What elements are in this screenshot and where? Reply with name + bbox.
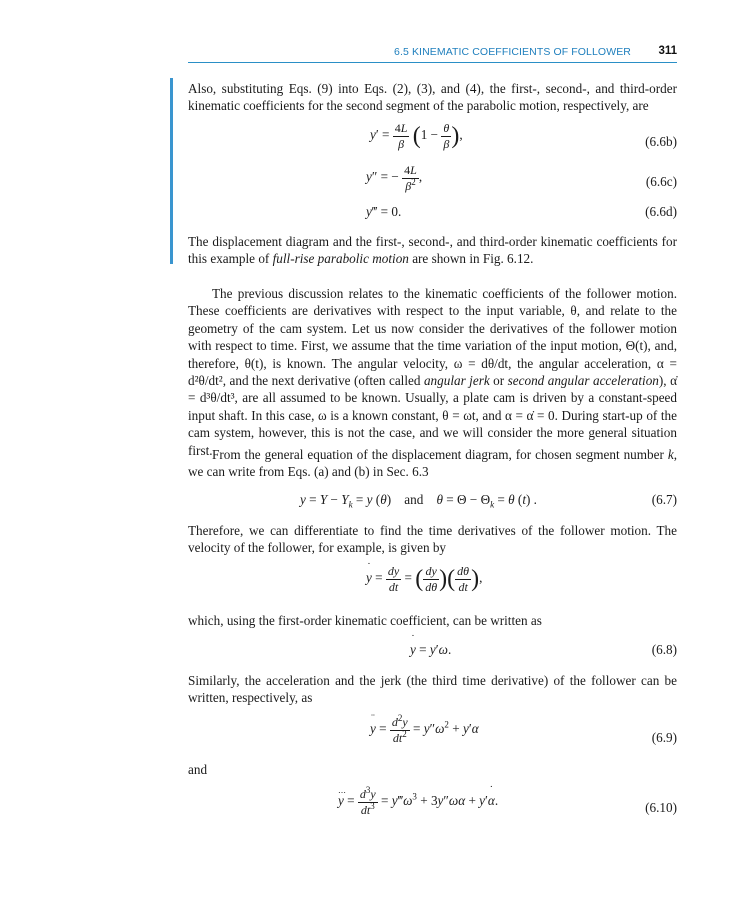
paragraph-2 <box>188 233 677 268</box>
paragraph-6-text: which, using the first-order kinematic coefficient, can be written as <box>188 613 542 628</box>
paragraph-8 <box>188 761 677 778</box>
equation-6-6b-number: (6.6b) <box>645 134 677 149</box>
paragraph-5-text: Therefore, we can differentiate to find the time derivatives of the follower motion. The velocity of the follower, for example, is given by <box>188 523 677 556</box>
paragraph-1 <box>188 80 677 115</box>
equation-6-9 <box>188 713 677 756</box>
equation-6-6d <box>188 204 677 222</box>
paragraph-2-emphasis: full-rise parabolic motion <box>272 251 409 267</box>
paragraph-5 <box>188 522 677 557</box>
paragraph-2-text-a: The displacement diagram and the first-, second-, and third-order kinematic coefficients for this example of <box>188 234 677 267</box>
equation-6-7-number: (6.7) <box>651 492 677 507</box>
paragraph-6 <box>188 612 677 629</box>
paragraph-7 <box>188 672 677 707</box>
paragraph-3-text-b: ), α̇ = d³θ/dt³, are all assumed to be known. Usually, a plate cam is driven by a constant-speed input shaft. In this case, ω is a known constant, θ = ωt, and α = α̇ = 0. During start-up of the cam system, however, this is not the case, and we will consider the more general situation first. <box>188 373 677 458</box>
equation-6-10-body: ⋯ y = $\frac{d^3y}{dt^3}$ = $y‴\omega^3 + 3y''\omega\alpha$ + y′˙ α. <box>338 788 498 816</box>
paragraph-3-emphasis-2: second angular acceleration <box>507 373 659 389</box>
paragraph-2-text-b: are shown in Fig. 6.12. <box>408 251 534 267</box>
equation-velocity-body: ˙ y = $\frac{dy}{dt}$ = ( $\frac{dy}{d\theta}$ )( $\frac{d\theta}{dt}$ ), <box>366 565 482 593</box>
equation-6-7 <box>188 492 677 510</box>
equation-6-8-number: (6.8) <box>651 642 677 657</box>
paragraph-7-text: Similarly, the acceleration and the jerk (the third time derivative) of the follower can be written, respectively, as <box>188 673 677 706</box>
paragraph-4-k: k <box>667 447 674 462</box>
page-header <box>188 44 677 63</box>
equation-6-6c <box>188 164 677 200</box>
equation-6-6b <box>188 122 677 162</box>
equation-6-6b-body: y′ = $\frac{4L}{\beta}$ (1 − $\frac{\theta}{\beta}$ ), <box>370 121 463 151</box>
paragraph-3-or: or <box>489 373 508 389</box>
equation-6-6d-body: y‴ = 0. <box>366 204 402 219</box>
equation-6-8-body: ˙ y = y′ω. <box>410 642 451 658</box>
paragraph-3-emphasis-1: angular jerk <box>423 373 490 389</box>
running-head: 6.5 KINEMATIC COEFFICIENTS OF FOLLOWER <box>394 46 631 58</box>
paragraph-8-text: and <box>188 762 208 777</box>
paragraph-1-text: Also, substituting Eqs. (9) into Eqs. (2), (3), and (4), the first-, second-, and third-order kinematic coefficients for the second segment of the parabolic motion, respectively, are <box>188 81 677 114</box>
paragraph-3-text-a: The previous discussion relates to the kinematic coefficients of the follower motion. These coefficients are derivatives with respect to the input variable, θ, and relate to the geometry of the cam system. Let us now consider the derivatives of the follower motion with respect to time. First, we assume that the time variation of the input motion, Θ(t), and, therefore, θ(t), is known. The angular velocity, ω = dθ/dt, the angular acceleration, α = d²θ/dt², and the next derivative (often called <box>188 286 677 389</box>
change-bar <box>170 78 173 264</box>
equation-6-10-number: (6.10) <box>645 800 677 815</box>
equation-6-8 <box>188 642 677 660</box>
equation-6-9-number: (6.9) <box>651 730 677 745</box>
paragraph-4 <box>188 446 677 481</box>
paragraph-4-text-b: , we can write from Eqs. (a) and (b) in Sec. 6.3 <box>188 447 677 480</box>
equation-6-9-body: ¨ y = $\frac{d^2y}{dt^2}$ = $y''\omega^2 + y'\alpha$ <box>370 716 479 744</box>
equation-6-6c-number: (6.6c) <box>645 174 677 189</box>
equation-velocity <box>188 565 677 605</box>
paragraph-4-text-a: From the general equation of the displacement diagram, for chosen segment number <box>212 447 668 462</box>
equation-6-10 <box>188 785 677 828</box>
equation-6-6d-number: (6.6d) <box>645 204 677 219</box>
paragraph-3 <box>188 285 677 459</box>
page-number: 311 <box>658 45 677 57</box>
equation-6-6c-body: y″ = − $\frac{4L}{\beta^2}$ , <box>366 163 423 193</box>
equation-6-7-body: $y = Y - Y_k = y$ (θ) and $\theta = \Theta - \Theta_k = \theta$ (t) . <box>300 492 537 510</box>
